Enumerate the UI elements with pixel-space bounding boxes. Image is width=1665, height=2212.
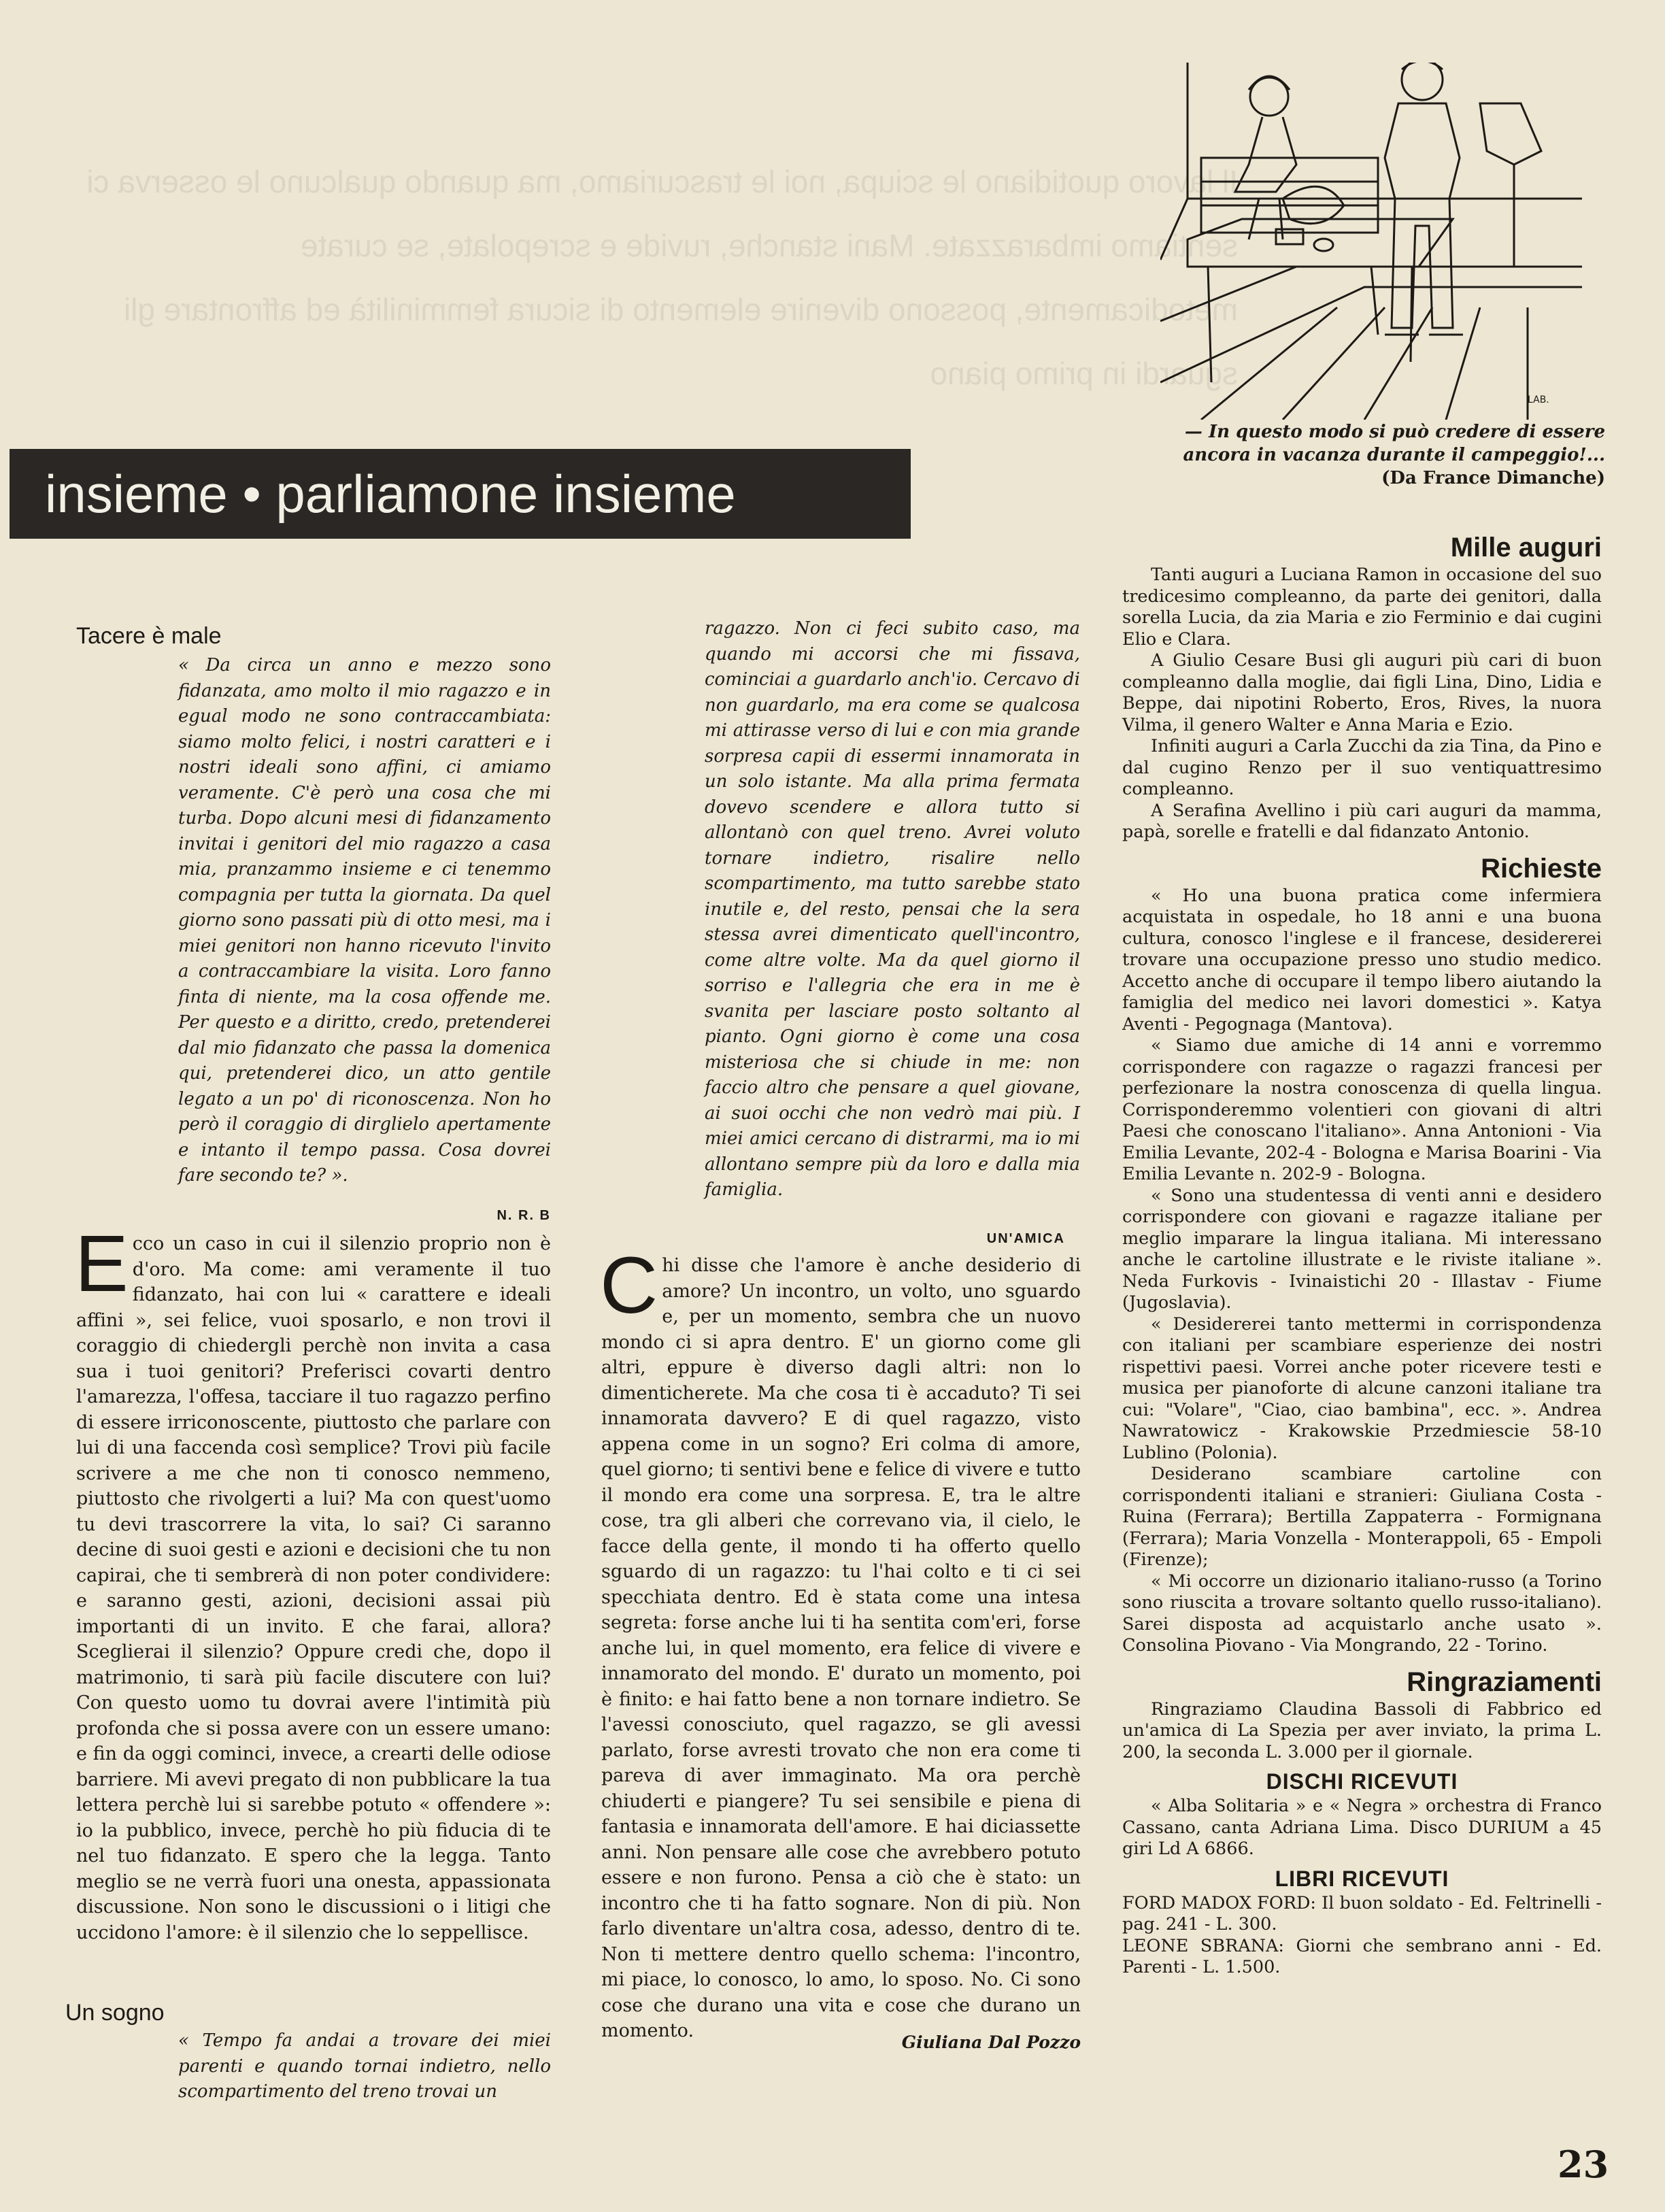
- page-number: 23: [1558, 2143, 1609, 2186]
- heading-un-sogno: Un sogno: [65, 2000, 165, 2026]
- section-banner: insieme • parliamone insieme: [10, 449, 911, 539]
- signature-nrb: N. R. B: [497, 1208, 551, 1223]
- heading-libri: LIBRI RICEVUTI: [1275, 1866, 1449, 1891]
- reply-sogno: [600, 1241, 1081, 2044]
- richiesta-item: « Mi occorre un dizionario italiano-russo (a Torino sono riuscita a trovare soltanto quello russo-italiano). Sarei disposta ad acquistarlo anche usato ». Consolina Piovano - Via Mongrando, 22 - Torino.: [1122, 1571, 1602, 1656]
- caption-source: (Da France Dimanche): [1381, 468, 1605, 488]
- caption-line-1: — In questo modo si può credere di essere: [1184, 422, 1605, 442]
- show-through-text: Il lavoro quotidiano le sciupa, noi le trascuriamo, ma quando qualcuno le osserva ci sentiamo imbarazzate. Mani stanche, ruvide e screpolate, se curate metodicamente, possono divenire elemento di sicura femminilità ed affrontare gli sguardi in primo piano: [86, 164, 1238, 391]
- reply-tacere: [75, 1219, 551, 1945]
- heading-richieste: Richieste: [1481, 853, 1602, 884]
- signature-unamica: UN'AMICA: [986, 1231, 1065, 1246]
- svg-text:LAB.: LAB.: [1528, 395, 1549, 405]
- author-signature: Giuliana Dal Pozzo: [901, 2032, 1081, 2052]
- ringraziamenti-text: Ringraziamo Claudina Bassoli di Fabbrico ed un'amica di La Spezia per aver inviato, la prima L. 200, la seconda L. 3.000 per il giornale.: [1122, 1698, 1602, 1762]
- auguri-item: Tanti auguri a Luciana Ramon in occasione del suo tredicesimo compleanno, da parte dei genitori, dalla sorella Lucia, da zia Maria e zio Ferminio e dai cugini Elio e Clara.: [1122, 565, 1602, 650]
- heading-ringraziamenti: Ringraziamenti: [1407, 1666, 1602, 1697]
- richiesta-item: « Sono una studentessa di venti anni e desidero corrispondere con giovani e ragazze italiane per meglio imparare la lingua italiana. Mi interessano anche le cartoline illustrate e le riviste italiane ». Neda Furkovis - Ivinaistichi 20 - Illastav - Fiume (Jugoslavia).: [1122, 1185, 1602, 1313]
- caption-line-2: ancora in vacanza durante il campeggio!...: [1183, 445, 1605, 465]
- libri-item: LEONE SBRANA: Giorni che sembrano anni - Ed. Parenti - L. 1.500.: [1122, 1935, 1602, 1977]
- auguri-item: A Giulio Cesare Busi gli auguri più cari di buon compleanno dalla moglie, dai figli Lina, Dino, Lidia e Beppe, dai nipotini Roberto, Eros, Rives, la nuora Vilma, il genero Walter e Anna Maria e Ezio.: [1122, 650, 1602, 735]
- reply-sogno-text: hi disse che l'amore è anche desiderio di amore? Un incontro, un volto, uno sguardo e, per un momento, sembra che un nuovo mondo ci si apra dentro. E' un giorno come gli altri, eppure è diverso dagli altri: non lo dimenticherete. Ma che cosa ti è accaduto? Ti sei innamorata davvero? E di quel ragazzo, visto appena come in un sogno? Eri colma di amore, quel giorno; ti sentivi bene e felice di vivere e tutto il mondo era come una sorpresa. E, tra le altre cose, tra gli alberi che correvano via, il cielo, le facce della gente, il mondo ti ha offerto quello sguardo di un ragazzo: tu l'hai colto e ti ci sei specchiata dentro. Ed è stata come una intesa segreta: forse anche lui ti ha sentita com'eri, forse anche lui, in quel momento, era felice di vivere e innamorato del mondo. E' durato un momento, poi è finito: e hai fatto bene a non tornare indietro. Se l'avessi conosciuto, quel ragazzo, se gli avessi parlato, forse avresti trovato che non era come ti pareva di aver immaginato. Ma ora perchè chiuderti e piangere? Tu sei sensibile e piena di fantasia e innamorata dell'amore. E hai diciassette anni. Non pensare alle cose che avrebbero potuto essere e non furono. Pensa a ciò che è stato: un incontro che ti ha fatto sognare. Non di più. Non farlo diventare un'altra cosa, adesso, dentro di te. Non ti mettere dentro quello schema: l'incontro, mi piace, lo conosco, lo amo, lo sposo. No. Ci sono cose che durano una vita e cose che durano un momento.: [601, 1255, 1081, 2041]
- cartoon-caption: [1102, 420, 1605, 490]
- libri-item: FORD MADOX FORD: Il buon soldato - Ed. Feltrinelli - pag. 241 - L. 300.: [1122, 1892, 1602, 1934]
- dropcap-e: E: [75, 1219, 129, 1309]
- richiesta-item: « Desidererei tanto mettermi in corrispondenza con italiani per scambiare esperienze dei nostri rispettivi paesi. Vorrei anche poter ricevere testi e musica per pianoforte di alcune canzoni italiane tra cui: "Volare", "Ciao, ciao bambina", ecc. ». Andrea Nawratowicz - Krakowskie Przedmiescie 58-10 Lublino (Polonia).: [1122, 1313, 1602, 1463]
- letter-tacere: « Da circa un anno e mezzo sono fidanzata, amo molto il mio ragazzo e in egual modo ne sono contraccambiata: siamo molto felici, i nostri caratteri e i nostri ideali sono affini, ci amiamo veramente. C'è però una cosa che mi turba. Dopo alcuni mesi di fidanzamento invitai i genitori del mio ragazzo a casa mia, pranzammo insieme e ci tenemmo compagnia per tutta la giornata. Da quel giorno sono passati più di otto mesi, ma i miei genitori non hanno ricevuto l'invito a contraccambiare la visita. Loro fanno finta di niente, ma la cosa offende me. Per questo e a diritto, credo, pretenderei dal mio fidanzato che passa la domenica qui, pretenderei dico, un atto gentile legato a un po' di riconoscenza. Non ho però il coraggio di dirglielo apertamente e intanto il tempo passa. Cosa dovrei fare secondo te? ».: [178, 655, 551, 1186]
- heading-tacere: Tacere è male: [76, 623, 222, 649]
- richiesta-item: Desiderano scambiare cartoline con corrispondenti italiani e stranieri: Giuliana Costa - Ruina (Ferrara); Bertilla Zappaterra - Formignana (Ferrara); Maria Vonzella - Monterappoli, 65 - Empoli (Firenze);: [1122, 1464, 1602, 1570]
- right-column: [1122, 531, 1602, 1979]
- heading-mille-auguri: Mille auguri: [1450, 533, 1602, 563]
- dischi-text: « Alba Solitaria » e « Negra » orchestra di Franco Cassano, canta Adriana Lima. Disco DURIUM a 45 giri Ld A 6866.: [1122, 1796, 1602, 1859]
- auguri-item: Infiniti auguri a Carla Zucchi da zia Tina, da Pino e dal cugino Renzo per il suo ventiquattresimo compleanno.: [1122, 736, 1602, 799]
- dropcap-c: C: [600, 1241, 658, 1330]
- richiesta-item: « Siamo due amiche di 14 anni e vorremmo corrispondere con ragazze o ragazzi francesi per perfezionare la nostra conoscenza di quella lingua. Corrisponderemmo volentieri con giovani di altri Paesi che conoscano l'italiano». Anna Antonioni - Via Emilia Levante, 202-4 - Bologna e Marisa Boarini - Via Emilia Levante n. 202-9 - Bologna.: [1122, 1035, 1602, 1184]
- heading-dischi: DISCHI RICEVUTI: [1266, 1769, 1458, 1794]
- reply-tacere-text: cco un caso in cui il silenzio proprio non è d'oro. Ma come: ami veramente il tuo fidanzato, hai con lui « carattere e ideali affini », sei felice, vuoi sposarlo, e non trovi il coraggio di chiedergli perchè non invita a casa sua i tuoi genitori? Preferisci covarti dentro l'amarezza, l'offesa, tacciare il tuo ragazzo perfino di essere irriconoscente, piuttosto che parlare con lui di una faccenda così semplice? Trovi più facile scrivere a me che non ti conosco nemmeno, piuttosto che rivolgerti a lui? Ma con quest'uomo tu devi trascorrere la vita, lo sai? Ci saranno decine di suoi gesti e azioni e decisioni che tu non capirai, che ti sembrerà di non poter condividere: e saranno gesti, azioni, decisioni assai più importanti di un invito. E che farai, allora? Sceglierai il silenzio? Oppure credi che, dopo il matrimonio, ti sarà più facile discutere con lui? Con questo uomo tu dovrai avere l'intimità più profonda che si possa avere con un essere umano: e fin da oggi cominci, invece, a crearti delle odiose barriere. Mi avevi pregato di non pubblicare la tua lettera perchè lui si sarebbe potuto « offendere »: io la pubblico, invece, perchè ho più fiducia di te nel tuo fidanzato. E spero che la legga. Tanto meglio se ne verrà fuori una onesta, appassionata discussione. Non sono le discussioni o i litigi che uccidono l'amore: è il silenzio che lo seppellisce.: [76, 1233, 551, 1943]
- auguri-item: A Serafina Avellino i più cari auguri da mamma, papà, sorelle e fratelli e dal fidanzato Antonio.: [1122, 800, 1602, 842]
- letter-sogno-end: ragazzo. Non ci feci subito caso, ma quando mi accorsi che mi fissava, cominciai a guardarlo anch'io. Cercavo di non guardarlo, ma era come se qualcosa mi attirasse verso di lui e con mia grande sorpresa capii di essermi innamorata in un solo istante. Ma alla prima fermata dovevo scendere e allora tutto si allontanò con quel treno. Avrei voluto tornare indietro, risalire nello scompartimento, ma tutto sarebbe stato inutile e, del resto, pensai che la sera stessa avrei dimenticato quell'incontro, come altre volte. Ma da quel giorno il sorriso e l'allegria che era in me è svanita per lasciare posto soltanto al pianto. Ogni giorno è come una cosa misteriosa che si chiude in me: non faccio altro che pensare a quel giovane, ai suoi occhi che non vedrò mai più. I miei amici cercano di distrarmi, ma io mi allontano sempre più da loro e dalla mia famiglia.: [705, 618, 1080, 1200]
- richiesta-item: « Ho una buona pratica come infermiera acquistata in ospedale, ho 18 anni e una buona cultura, conosco l'inglese e il francese, desidererei trovare una occupazione presso uno studio medico. Accetto anche di occupare il tempo libero aiutando la famiglia del medico nei lavori domestici ». Katya Aventi - Pegognaga (Mantova).: [1122, 885, 1602, 1035]
- cartoon-illustration: [1160, 63, 1582, 420]
- letter-sogno-start: « Tempo fa andai a trovare dei miei parenti e quando tornai indietro, nello scompartimento del treno trovai un: [178, 2030, 551, 2102]
